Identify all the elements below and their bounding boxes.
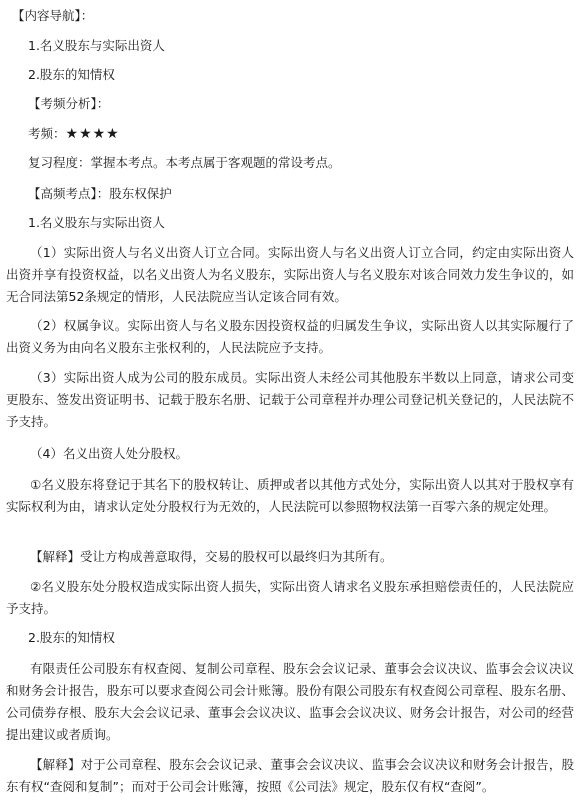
section-2-paragraph-1: 有限责任公司股东有权查阅、复制公司章程、股东会会议记录、董事会会议决议、监事会会议决议和财务会计报告，股东可以要求查阅公司会计账簿。股份有限公司股东有权查阅公司章程、股东名册、公司债券存根、股东大会会议记录、董事会会议决议、监事会会议决议、财务会计报告，对公司的经营提出建议或者质询。: [6, 661, 574, 742]
section-1-paragraph-3: （3）实际出资人成为公司的股东成员。实际出资人未经公司其他股东半数以上同意，请求公司变更股东、签发出资证明书、记载于股东名册、记载于公司章程并办理公司登记机关登记的，人民法院不予支持。: [6, 370, 574, 429]
section-1-paragraph-1: （1）实际出资人与名义出资人订立合同。实际出资人与名义出资人订立合同，约定由实际出资人出资并享有投资权益，以名义出资人为名义股东，实际出资人与名义股东对该合同效力发生争议的，如无合同法第52条规定的情形，人民法院应当认定该合同有效。: [6, 245, 574, 304]
frequency-label: 考频：: [28, 126, 66, 141]
nav-item-2: 2.股东的知情权: [28, 67, 115, 82]
section-1-title: 1.名义股东与实际出资人: [28, 215, 165, 230]
section-1-paragraph-5: ①名义股东将登记于其名下的股权转让、质押或者以其他方式处分，实际出资人以其对于股权享有实际权利为由，请求认定处分股权行为无效的，人民法院可以参照物权法第一百零六条的规定处理。: [6, 477, 574, 514]
nav-header: 【内容导航】：: [12, 8, 94, 23]
frequency-stars: ★★★★: [65, 126, 120, 142]
review-level: 复习程度：掌握本考点。本考点属于客观题的常设考点。: [28, 155, 341, 170]
section-2-title: 2.股东的知情权: [28, 630, 115, 645]
section-1-paragraph-4: （4）名义出资人处分股权。: [30, 446, 188, 461]
nav-item-1: 1.名义股东与实际出资人: [28, 38, 165, 53]
hot-topic-header: 【高频考点】：股东权保护: [28, 186, 172, 201]
analysis-header: 【考频分析】：: [28, 96, 110, 111]
section-2-explanation: 【解释】对于公司章程、股东会会议记录、董事会会议决议、监事会会议决议和财务会计报告，股东有权“查阅和复制”；而对于公司会计账簿，按照《公司法》规定，股东仅有权“查阅”。: [6, 757, 574, 794]
section-1-paragraph-2: （2）权属争议。实际出资人与名义股东因投资权益的归属发生争议，实际出资人以其实际履行了出资义务为由向名义股东主张权利的，人民法院应予支持。: [6, 318, 574, 355]
section-1-explanation: 【解释】受让方构成善意取得，交易的股权可以最终归为其所有。: [30, 549, 393, 564]
section-1-paragraph-6: ②名义股东处分股权造成实际出资人损失，实际出资人请求名义股东承担赔偿责任的，人民法院应予支持。: [6, 579, 574, 616]
frequency-row: [28, 126, 580, 142]
